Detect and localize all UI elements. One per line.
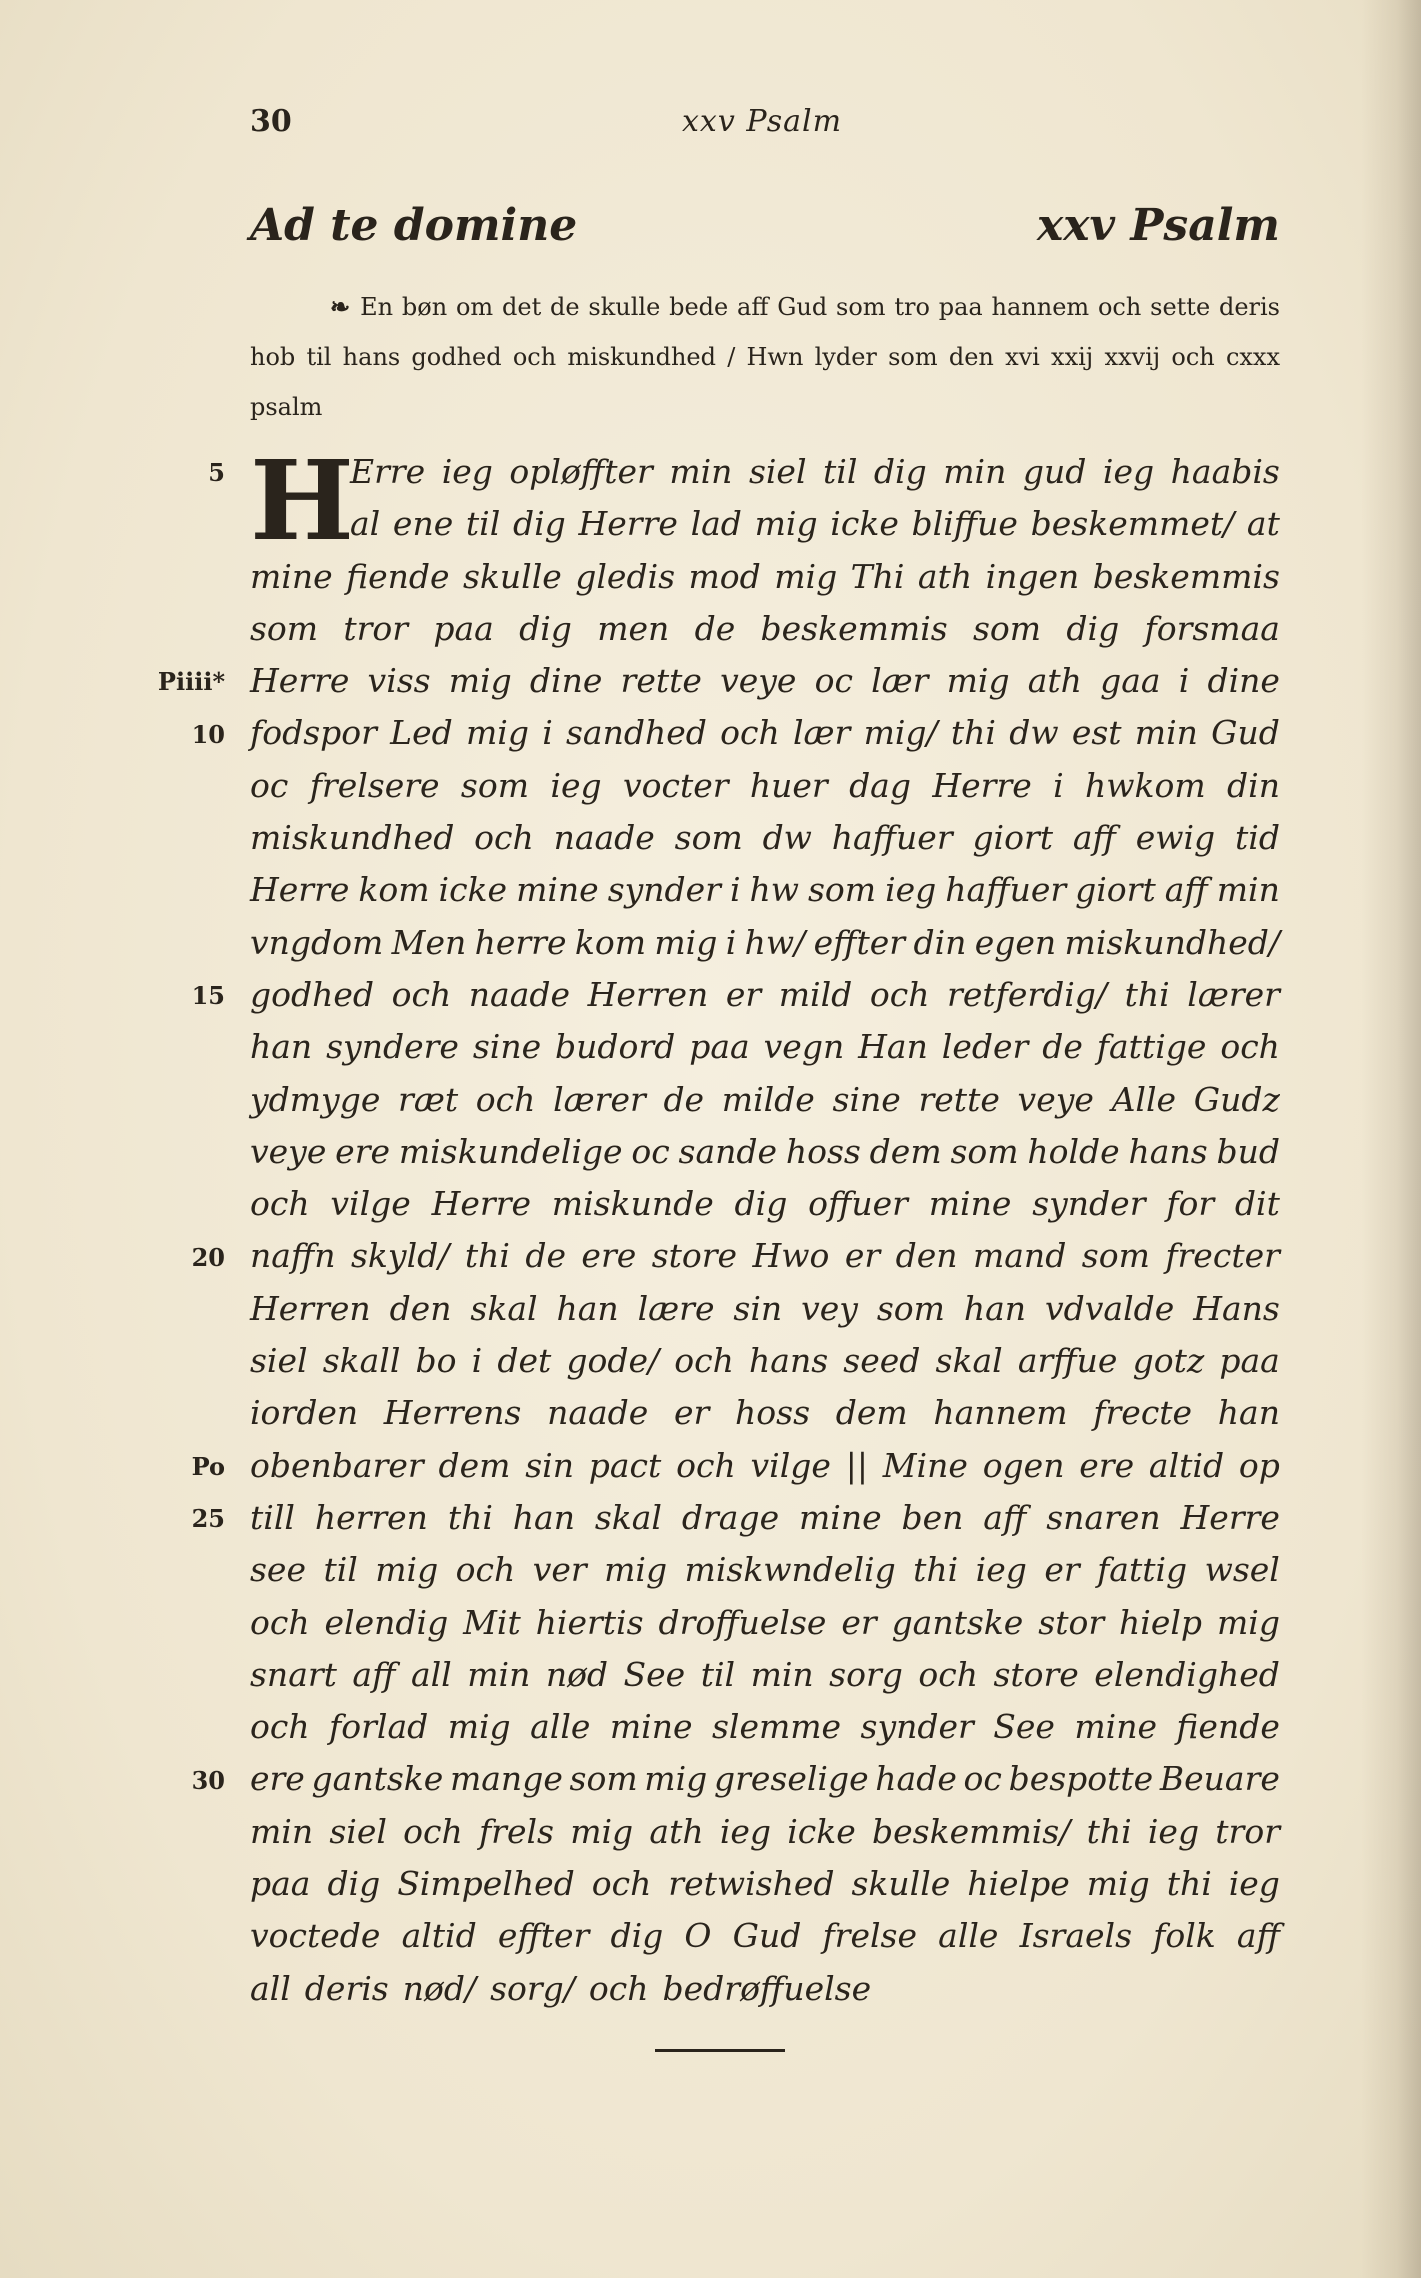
heading-psalm-number: xxv Psalm bbox=[1037, 200, 1280, 251]
text-line: som tror paa dig men de beskemmis som dig forsmaa bbox=[250, 608, 1280, 648]
margin-note: 15 bbox=[191, 981, 225, 1010]
text-line: till herren thi han skal drage mine ben aff snaren Herre bbox=[250, 1497, 1280, 1537]
text-line: godhed och naade Herren er mild och retferdig/ thi lærer bbox=[250, 974, 1280, 1014]
text-line: fodspor Led mig i sandhed och lær mig/ thi dw est min Gud bbox=[250, 713, 1280, 753]
text-line: paa dig Simpelhed och retwished skulle hielpe mig thi ieg bbox=[250, 1864, 1280, 1904]
text-line: och forlad mig alle mine slemme synder See mine fiende bbox=[250, 1707, 1280, 1747]
margin-note: 30 bbox=[191, 1765, 225, 1795]
text-line: obenbarer dem sin pact och vilge || Mine ogen ere altid op bbox=[250, 1445, 1280, 1485]
margin-note: 20 bbox=[191, 1242, 225, 1272]
page-edge-shadow bbox=[1361, 0, 1421, 2278]
text-line: ydmyge ræt och lærer de milde sine rette veye Alle Gudz bbox=[250, 1079, 1280, 1119]
text-line: ere gantske mange som mig greselige hade oc bespotte Beuare bbox=[250, 1759, 1280, 1799]
psalm-heading bbox=[250, 200, 1280, 270]
margin-note: Piiii* bbox=[157, 667, 225, 697]
text-line: snart aff all min nød See til min sorg och store elendighed bbox=[250, 1654, 1280, 1694]
text-line: siel skall bo i det gode/ och hans seed skal arffue gotz paa bbox=[250, 1341, 1280, 1381]
text-line: och vilge Herre miskunde dig offuer mine synder for dit bbox=[250, 1184, 1280, 1224]
text-line: naffn skyld/ thi de ere store Hwo er den mand som frecter bbox=[250, 1236, 1280, 1276]
text-line: all deris nød/ sorg/ och bedrøffuelse bbox=[250, 1968, 872, 2008]
margin-note: 25 bbox=[191, 1504, 225, 1533]
running-title: xxv Psalm bbox=[682, 104, 843, 139]
margin-note: 10 bbox=[191, 719, 225, 749]
running-head bbox=[250, 104, 1280, 150]
psalm-body bbox=[250, 436, 1280, 2015]
text-line: see til mig och ver mig miskwndelig thi ieg er fattig wsel bbox=[250, 1550, 1280, 1590]
text-line: Herre kom icke mine synder i hw som ieg haffuer giort aff min bbox=[250, 870, 1280, 910]
text-line: mine fiende skulle gledis mod mig Thi ath ingen beskemmis bbox=[250, 556, 1280, 596]
text-line: voctede altid effter dig O Gud frelse alle Israels folk aff bbox=[250, 1916, 1280, 1956]
drop-cap-letter: H bbox=[250, 436, 354, 565]
text-line: min siel och frels mig ath ieg icke beskemmis/ thi ieg tror bbox=[250, 1811, 1280, 1851]
text-line: iorden Herrens naade er hoss dem hannem frecte han bbox=[250, 1393, 1280, 1433]
psalm-summary bbox=[250, 282, 1280, 432]
text-line: vngdom Men herre kom mig i hw/ effter din egen miskundhed/ bbox=[250, 922, 1280, 962]
summary-text: En bøn om det de skulle bede aff Gud som tro paa hannem och sette deris hob til hans godhed och miskundhed / Hwn lyder som den xvi xxij xxvij och cxxx psalm bbox=[250, 293, 1280, 421]
text-line: oc frelsere som ieg vocter huer dag Herre i hwkom din bbox=[250, 765, 1280, 805]
text-line: veye ere miskundelige oc sande hoss dem som holde hans bud bbox=[250, 1131, 1280, 1171]
fleuron-icon: ❧ bbox=[330, 292, 351, 321]
text-line: Erre ieg opløffter min siel til dig min gud ieg haabis bbox=[350, 452, 1280, 491]
margin-note: 5 bbox=[208, 458, 225, 487]
text-line: al ene til dig Herre lad mig icke bliffue beskemmet/ at bbox=[350, 504, 1280, 544]
text-line: och elendig Mit hiertis droffuelse er gantske stor hielp mig bbox=[250, 1602, 1280, 1642]
text-line: Herre viss mig dine rette veye oc lær mig ath gaa i dine bbox=[250, 661, 1280, 701]
drop-cap bbox=[0, 436, 354, 565]
text-line: miskundhed och naade som dw haffuer giort aff ewig tid bbox=[250, 818, 1280, 858]
end-rule bbox=[655, 2049, 785, 2052]
margin-note: Po bbox=[191, 1451, 225, 1481]
text-line: Herren den skal han lære sin vey som han vdvalde Hans bbox=[250, 1288, 1280, 1328]
text-line: han syndere sine budord paa vegn Han leder de fattige och bbox=[250, 1027, 1280, 1067]
heading-incipit: Ad te domine bbox=[250, 200, 578, 251]
page-number: 30 bbox=[250, 104, 292, 139]
